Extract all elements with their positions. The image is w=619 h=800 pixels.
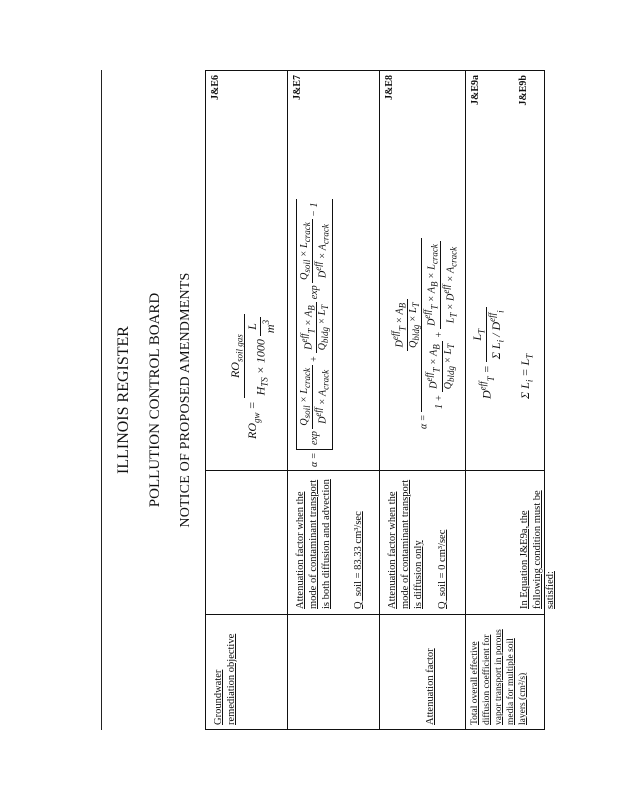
table-row xyxy=(206,71,288,729)
row-note: Q_soil = 83.33 cm³/sec xyxy=(352,511,364,609)
register-title: ILLINOIS REGISTER xyxy=(114,326,132,474)
row-name: Attenuation factor xyxy=(424,648,436,725)
equation-ref: J&E6 xyxy=(209,75,221,100)
table-row xyxy=(466,71,556,729)
header-rule xyxy=(101,70,102,730)
equation-j-e6: $RO_{gw}$ = $RO_{soil gas}$ $H_{TS} \times 1000$ L $m^3$ xyxy=(228,314,278,439)
row-description: Attenuation factor when the mode of contaminant transport is diffusion only xyxy=(386,479,424,609)
table-row xyxy=(380,71,466,729)
equation-j-e8: α = DeffT × AB Qbldg × LT 1 + DeffT × AB Qbldg × LT + DeffT × AB × Lcrack LT × Deff × Acrack xyxy=(390,238,458,429)
equation-ref: J&E8 xyxy=(383,75,395,100)
table-row xyxy=(288,71,380,729)
row-name: Groundwater remediation objective xyxy=(212,633,237,725)
row-name: Total overall effective diffusion coefficient for vapor transport in porous media for multiple soil layers (cm²/s) xyxy=(469,629,527,725)
row-description: Attenuation factor when the mode of contaminant transport is both diffusion and advection xyxy=(294,479,332,609)
equation-table xyxy=(205,70,556,730)
rotated-page xyxy=(75,70,556,730)
equation-ref: J&E9b xyxy=(517,75,529,106)
equation-ref: J&E7 xyxy=(291,75,303,100)
equation-j-e7: α = exp Qsoil × Lcrack Deff × Acrack + DeffT × AB Qbldg × LT exp Qsoil × Lcrack Deff × Acrack − 1 xyxy=(296,199,333,467)
equation-j-e9a: $D^{eff}_T$ = $L_T$ Σ $L_i / D^{eff}_i$ xyxy=(470,307,506,399)
row-description: In Equation J&E9a, the following condition must be satisfied: xyxy=(518,490,556,609)
equation-j-e9b: Σ $L_i = L_T$ xyxy=(517,353,534,399)
equation-ref: J&E9a xyxy=(469,75,481,105)
board-title: POLLUTION CONTROL BOARD xyxy=(146,292,163,508)
notice-title: NOTICE OF PROPOSED AMENDMENTS xyxy=(177,272,193,528)
row-note: Q_soil = 0 cm³/sec xyxy=(436,529,448,609)
